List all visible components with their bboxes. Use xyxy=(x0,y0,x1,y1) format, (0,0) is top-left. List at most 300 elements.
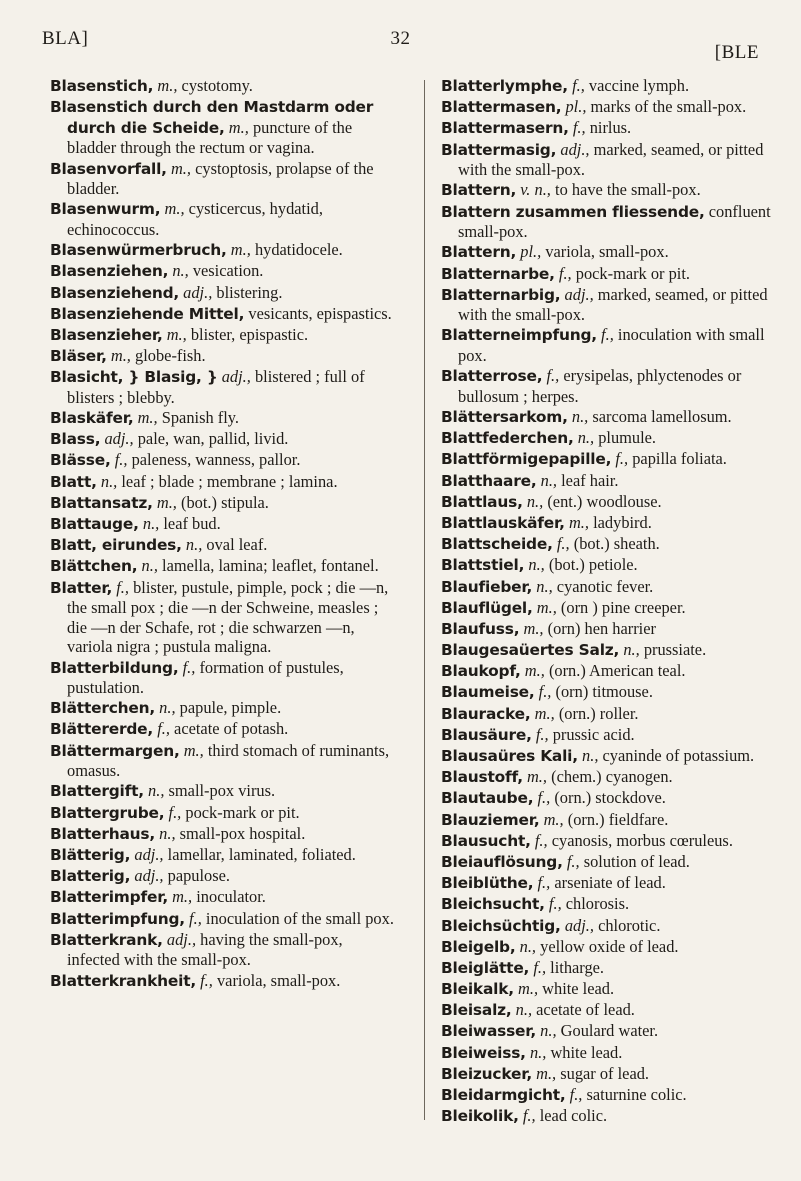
grammar-label: f., xyxy=(558,263,572,283)
dictionary-entry xyxy=(50,240,396,261)
headword: Blattscheide, xyxy=(441,535,553,554)
headword: Bleidarmgicht, xyxy=(441,1086,566,1105)
grammar-label: m., xyxy=(536,597,557,617)
grammar-label: f., xyxy=(533,957,547,977)
dictionary-entry xyxy=(441,746,781,767)
headword: Blättchen, xyxy=(50,557,138,576)
headword: Blatterrose, xyxy=(441,367,543,386)
dictionary-entry xyxy=(50,346,396,367)
grammar-label: n., xyxy=(582,746,599,766)
headword: Blausäure, xyxy=(441,725,532,744)
grammar-label: n., xyxy=(528,555,545,575)
definition: (orn.) American teal. xyxy=(548,661,686,681)
dictionary-entry xyxy=(441,937,781,958)
grammar-label: n., xyxy=(577,428,595,448)
dictionary-entry xyxy=(50,658,396,698)
dictionary-entry xyxy=(441,76,781,97)
grammar-label: m., xyxy=(157,76,178,95)
dictionary-entry xyxy=(441,471,781,492)
dictionary-entry xyxy=(441,325,781,365)
headword: Blausaüres Kali, xyxy=(441,747,578,766)
definition: (chem.) cyanogen. xyxy=(551,767,673,787)
dictionary-entry xyxy=(50,887,396,908)
definition: leaf hair. xyxy=(561,470,619,490)
grammar-label: f., xyxy=(157,719,170,739)
definition: ladybird. xyxy=(593,512,652,532)
definition: blistering. xyxy=(216,282,283,302)
headword: Blattern zusammen fliessende, xyxy=(441,202,705,221)
dictionary-entry xyxy=(50,971,396,992)
dictionary-entry xyxy=(441,852,781,873)
dictionary-entry xyxy=(441,513,781,534)
grammar-label: f., xyxy=(200,970,213,990)
definition: white lead. xyxy=(550,1042,623,1062)
definition: (orn.) roller. xyxy=(558,703,639,723)
grammar-label: f., xyxy=(168,802,182,822)
headword: Blautaube, xyxy=(441,789,534,808)
grammar-label: n., xyxy=(540,470,558,490)
headword: Blätterig, xyxy=(50,846,131,864)
page-header xyxy=(42,28,759,63)
dictionary-entry xyxy=(441,598,781,619)
dictionary-entry xyxy=(441,979,781,1000)
grammar-label: f., xyxy=(556,534,570,554)
headword: Bleiwasser, xyxy=(441,1022,537,1041)
dictionary-entry xyxy=(50,866,396,887)
grammar-label: adj., xyxy=(564,284,594,304)
definition: arseniate of lead. xyxy=(554,873,666,893)
headword: Blaustoff, xyxy=(441,768,523,787)
dictionary-entry xyxy=(50,97,396,158)
headword: Blattfederchen, xyxy=(441,429,574,448)
definition: (orn.) stockdove. xyxy=(554,788,666,808)
definition: formation of pustules, pustulation. xyxy=(67,657,344,698)
grammar-label: n., xyxy=(159,823,176,843)
grammar-label: adj., xyxy=(560,139,590,159)
headword: Blasenziehen, xyxy=(50,262,169,281)
headword: Blättererde, xyxy=(50,720,154,739)
definition: (bot.) petiole. xyxy=(548,555,638,575)
headword: Blattern, xyxy=(441,243,517,262)
grammar-label: f., xyxy=(538,682,552,702)
headword: Blasenzieher, xyxy=(50,325,163,344)
headword: Blatthaare, xyxy=(441,471,537,490)
dictionary-entry xyxy=(441,873,781,894)
grammar-label: f., xyxy=(601,325,614,345)
grammar-label: f., xyxy=(569,1085,583,1105)
grammar-label: n., xyxy=(141,556,158,576)
headword: Blatterkrank, xyxy=(50,930,163,949)
grammar-label: f., xyxy=(548,894,562,914)
grammar-label: f., xyxy=(534,830,548,850)
dictionary-entry xyxy=(50,367,396,407)
definition: cyanotic fever. xyxy=(556,576,654,596)
definition: erysipelas, phlyctenodes or bullosum ; herpes. xyxy=(458,366,742,406)
headword: Blasenvorfall, xyxy=(50,159,167,178)
definition: confluent small-pox. xyxy=(458,201,771,242)
dictionary-entry xyxy=(441,767,781,788)
definition: puncture of the bladder through the rectum or vagina. xyxy=(67,117,353,158)
definition: to have the small-pox. xyxy=(555,180,701,200)
dictionary-entry xyxy=(50,909,396,930)
headword: Bleigelb, xyxy=(441,937,516,956)
definition: chlorosis. xyxy=(565,894,630,914)
definition: cysticercus, hydatid, echinococcus. xyxy=(67,199,323,239)
right-column xyxy=(441,76,781,1127)
headword: Blattermasen, xyxy=(441,98,562,117)
definition: vesicants, epispastics. xyxy=(248,303,392,323)
headword: Bleiweiss, xyxy=(441,1043,526,1062)
definition: hydatidocele. xyxy=(254,240,343,260)
definition: (bot.) sheath. xyxy=(573,534,660,554)
definition: lamellar, laminated, foliated. xyxy=(167,845,356,864)
dictionary-entry xyxy=(441,118,781,139)
grammar-label: n., xyxy=(142,513,160,533)
definition: prussic acid. xyxy=(552,724,635,744)
headword: Blatterig, xyxy=(50,867,131,886)
headword: Blasenstich, xyxy=(50,77,154,95)
dictionary-entry xyxy=(50,719,396,740)
dictionary-entry xyxy=(50,159,396,199)
dictionary-entry xyxy=(441,534,781,555)
headword: Blatterkrankheit, xyxy=(50,971,197,990)
grammar-label: m., xyxy=(228,117,249,137)
dictionary-entry xyxy=(50,429,396,450)
headword: Blässe, xyxy=(50,451,111,470)
headword: Blasenwurm, xyxy=(50,200,161,219)
dictionary-entry xyxy=(50,514,396,535)
dictionary-entry xyxy=(441,1043,781,1064)
dictionary-entry xyxy=(441,1106,781,1127)
dictionary-entry xyxy=(441,555,781,576)
headword: Blaukopf, xyxy=(441,662,521,681)
grammar-label: pl., xyxy=(565,97,587,117)
headword: Blass, xyxy=(50,430,101,449)
grammar-label: f., xyxy=(537,873,551,893)
dictionary-entry xyxy=(50,408,396,429)
definition: inoculation with small pox. xyxy=(458,325,765,366)
definition: papilla foliata. xyxy=(632,449,727,469)
grammar-label: m., xyxy=(536,1063,557,1083)
grammar-label: m., xyxy=(526,767,547,787)
grammar-label: n., xyxy=(536,576,553,596)
dictionary-entry xyxy=(441,788,781,809)
headword: Blatternarbe, xyxy=(441,264,555,283)
definition: inoculation of the small pox. xyxy=(205,908,394,928)
grammar-label: v. n., xyxy=(520,180,551,200)
grammar-label: m., xyxy=(156,492,177,512)
definition: acetate of potash. xyxy=(174,719,289,739)
headword: Blauracke, xyxy=(441,704,531,723)
headword: Bleikolik, xyxy=(441,1107,519,1126)
headword: Blattlauskäfer, xyxy=(441,513,565,532)
definition: leaf bud. xyxy=(163,513,221,533)
grammar-label: n., xyxy=(571,407,589,427)
dictionary-entry xyxy=(50,304,396,325)
grammar-label: f., xyxy=(182,657,196,677)
grammar-label: n., xyxy=(148,781,165,801)
dictionary-entry xyxy=(441,661,781,682)
dictionary-entry xyxy=(441,810,781,831)
definition: pale, wan, pallid, livid. xyxy=(137,429,289,449)
definition: papulose. xyxy=(167,866,231,886)
dictionary-entry xyxy=(441,449,781,470)
definition: sarcoma lamellosum. xyxy=(592,407,732,427)
grammar-label: n., xyxy=(623,640,640,660)
headword: Blaskäfer, xyxy=(50,409,134,428)
definition: solution of lead. xyxy=(583,851,690,871)
dictionary-entry xyxy=(441,366,781,406)
definition: (orn ) pine creeper. xyxy=(560,597,686,617)
definition: Spanish fly. xyxy=(161,408,239,428)
left-column xyxy=(50,76,396,992)
dictionary-entry xyxy=(50,493,396,514)
definition: paleness, wanness, pallor. xyxy=(131,450,301,470)
grammar-label: f., xyxy=(535,724,549,744)
headword: Blattlaus, xyxy=(441,492,523,511)
grammar-label: n., xyxy=(172,261,189,281)
dictionary-entry xyxy=(441,180,781,201)
headword: Blättermargen, xyxy=(50,741,180,760)
grammar-label: adj., xyxy=(166,929,197,949)
headword: Blättersarkom, xyxy=(441,408,568,427)
definition: lamella, lamina; leaflet, fontanel. xyxy=(162,556,379,576)
dictionary-entry xyxy=(441,242,781,263)
grammar-label: m., xyxy=(518,979,539,999)
grammar-label: f., xyxy=(522,1106,536,1126)
headword: Blatterimpfer, xyxy=(50,888,168,907)
dictionary-entry xyxy=(50,578,396,657)
definition: sugar of lead. xyxy=(560,1063,650,1083)
dictionary-entry xyxy=(441,1000,781,1021)
headword: Blatterbildung, xyxy=(50,658,179,677)
grammar-label: n., xyxy=(159,698,176,718)
dictionary-entry xyxy=(441,725,781,746)
running-head-right: [BLE xyxy=(714,42,759,63)
grammar-label: n., xyxy=(185,535,203,555)
dictionary-entry xyxy=(50,76,396,97)
dictionary-entry xyxy=(441,577,781,598)
definition: (orn.) fieldfare. xyxy=(567,809,669,829)
headword: Blattauge, xyxy=(50,514,139,533)
dictionary-entry xyxy=(441,619,781,640)
headword: Blasenwürmerbruch, xyxy=(50,241,227,260)
headword: Blausucht, xyxy=(441,831,531,850)
dictionary-entry xyxy=(441,640,781,661)
definition: litharge. xyxy=(550,957,605,977)
grammar-label: f., xyxy=(546,366,560,386)
definition: variola, small-pox. xyxy=(545,242,669,262)
dictionary-entry xyxy=(50,845,396,866)
definition: blister, pustule, pimple, pock ; die —n, the small pox ; die —n der Schweine, measles ; die —n der Schafe, rot ; die schwarzen —n, variola nigra ; pustula maligna. xyxy=(67,577,389,657)
dictionary-entry xyxy=(441,492,781,513)
grammar-label: f., xyxy=(537,788,551,808)
dictionary-entry xyxy=(441,97,781,118)
headword: Blattermasig, xyxy=(441,140,557,159)
headword: Blätterchen, xyxy=(50,699,156,718)
headword: Blattförmigepapille, xyxy=(441,450,612,469)
grammar-label: pl., xyxy=(520,242,542,262)
grammar-label: adj., xyxy=(134,845,164,864)
grammar-label: m., xyxy=(568,512,589,532)
dictionary-entry xyxy=(50,803,396,824)
running-head-left: BLA] xyxy=(42,28,89,49)
definition: cystotomy. xyxy=(181,76,253,95)
headword: Bleikalk, xyxy=(441,980,514,999)
definition: cystoptosis, prolapse of the bladder. xyxy=(67,158,374,199)
definition: white lead. xyxy=(542,979,615,999)
headword: Blatternarbig, xyxy=(441,285,561,304)
definition: leaf ; blade ; membrane ; lamina. xyxy=(121,471,338,491)
dictionary-entry xyxy=(50,535,396,556)
grammar-label: n., xyxy=(540,1021,557,1041)
headword: Bleizucker, xyxy=(441,1064,532,1083)
grammar-label: m., xyxy=(172,887,193,907)
headword: Bleiglätte, xyxy=(441,958,530,977)
dictionary-entry xyxy=(50,824,396,845)
grammar-label: n., xyxy=(519,936,537,956)
dictionary-entry xyxy=(441,202,781,242)
headword: Blatter, xyxy=(50,578,113,597)
headword: Blatterhaus, xyxy=(50,824,156,843)
definition: nirlus. xyxy=(589,118,632,138)
definition: vaccine lymph. xyxy=(588,76,690,95)
column-divider xyxy=(424,80,425,1120)
definition: chlorotic. xyxy=(598,915,661,935)
headword: Blaufieber, xyxy=(441,577,533,596)
headword: Bleisalz, xyxy=(441,1001,512,1020)
grammar-label: m., xyxy=(523,618,544,638)
grammar-label: m., xyxy=(166,324,187,344)
grammar-label: n., xyxy=(529,1042,547,1062)
dictionary-entry xyxy=(50,781,396,802)
dictionary-entry xyxy=(441,894,781,915)
grammar-label: n., xyxy=(515,1000,533,1020)
grammar-label: f., xyxy=(116,577,129,597)
headword: Blauflügel, xyxy=(441,598,533,617)
headword: Blasenstich durch den Mastdarm oder durch die Scheide, xyxy=(50,98,374,137)
definition: variola, small-pox. xyxy=(216,970,341,990)
definition: (bot.) stipula. xyxy=(181,492,269,512)
dictionary-entry xyxy=(50,556,396,577)
grammar-label: m., xyxy=(110,346,131,366)
definition: pock-mark or pit. xyxy=(575,263,690,283)
definition: marked, seamed, or pitted with the small-pox. xyxy=(458,139,764,180)
dictionary-entry xyxy=(441,1064,781,1085)
grammar-label: m., xyxy=(164,199,185,219)
definition: yellow oxide of lead. xyxy=(540,936,679,956)
definition: oval leaf. xyxy=(206,535,268,555)
headword: Blatt, xyxy=(50,472,97,491)
grammar-label: adj., xyxy=(183,282,213,302)
grammar-label: f., xyxy=(572,118,586,138)
definition: blister, epispastic. xyxy=(190,324,309,344)
dictionary-entry xyxy=(441,682,781,703)
dictionary-entry xyxy=(50,930,396,970)
dictionary-entry xyxy=(441,831,781,852)
grammar-label: m., xyxy=(534,703,555,723)
dictionary-entry xyxy=(50,450,396,471)
dictionary-entry xyxy=(50,472,396,493)
dictionary-entry xyxy=(441,958,781,979)
dictionary-entry xyxy=(441,704,781,725)
dictionary-entry xyxy=(441,407,781,428)
definition: inoculator. xyxy=(196,887,266,907)
headword: Blattstiel, xyxy=(441,556,525,575)
headword: Blauziemer, xyxy=(441,810,540,829)
definition: cyaninde of potassium. xyxy=(602,746,755,766)
definition: (orn) titmouse. xyxy=(555,682,653,702)
grammar-label: n., xyxy=(526,491,544,511)
dictionary-entry xyxy=(441,1021,781,1042)
definition: marks of the small-pox. xyxy=(590,97,747,117)
dictionary-entry xyxy=(441,140,781,180)
headword: Blatterneimpfung, xyxy=(441,326,597,345)
grammar-label: n., xyxy=(100,471,118,491)
headword: Bläser, xyxy=(50,347,107,366)
dictionary-entry xyxy=(50,261,396,282)
definition: prussiate. xyxy=(643,640,707,660)
grammar-label: m., xyxy=(524,661,545,681)
dictionary-entry xyxy=(50,741,396,781)
headword: Blattern, xyxy=(441,181,517,200)
definition: acetate of lead. xyxy=(536,1000,635,1020)
definition: plumule. xyxy=(598,428,657,448)
definition: third stomach of ruminants, omasus. xyxy=(67,740,390,781)
grammar-label: m., xyxy=(183,740,204,760)
headword: Blasenziehende Mittel, xyxy=(50,304,245,323)
grammar-label: f., xyxy=(566,851,580,871)
headword: Blaugesaüertes Salz, xyxy=(441,641,620,660)
dictionary-entry xyxy=(50,325,396,346)
headword: Blattansatz, xyxy=(50,493,153,512)
grammar-label: f., xyxy=(615,449,629,469)
headword: Blasenziehend, xyxy=(50,283,180,302)
definition: pock-mark or pit. xyxy=(185,802,300,822)
definition: having the small-pox, infected with the small-pox. xyxy=(67,929,343,970)
definition: vesication. xyxy=(192,261,264,281)
grammar-label: adj., xyxy=(104,429,134,449)
dictionary-entry xyxy=(441,916,781,937)
dictionary-entry xyxy=(441,264,781,285)
dictionary-entry xyxy=(441,1085,781,1106)
dictionary-entry xyxy=(441,428,781,449)
definition: lead colic. xyxy=(539,1106,608,1126)
page-number: 32 xyxy=(390,28,411,49)
headword: Blasicht, } Blasig, } xyxy=(50,368,218,387)
grammar-label: m., xyxy=(170,158,191,178)
dictionary-entry xyxy=(50,698,396,719)
headword: Blattergrube, xyxy=(50,803,165,822)
dictionary-entry xyxy=(50,199,396,239)
definition: papule, pimple. xyxy=(179,698,282,718)
headword: Blattermasern, xyxy=(441,119,569,138)
headword: Bleichsüchtig, xyxy=(441,916,561,935)
grammar-label: m., xyxy=(137,408,158,428)
headword: Blatt, eirundes, xyxy=(50,536,182,555)
definition: marked, seamed, or pitted with the small-pox. xyxy=(458,284,768,325)
headword: Bleiauflösung, xyxy=(441,852,563,871)
grammar-label: adj., xyxy=(134,866,164,886)
grammar-label: m., xyxy=(230,240,251,260)
definition: saturnine colic. xyxy=(586,1085,687,1105)
dictionary-entry xyxy=(50,283,396,304)
definition: globe-fish. xyxy=(135,346,206,366)
grammar-label: adj., xyxy=(221,367,251,387)
definition: (orn) hen harrier xyxy=(547,618,656,638)
dictionary-entry xyxy=(441,285,781,325)
grammar-label: f., xyxy=(189,908,202,928)
